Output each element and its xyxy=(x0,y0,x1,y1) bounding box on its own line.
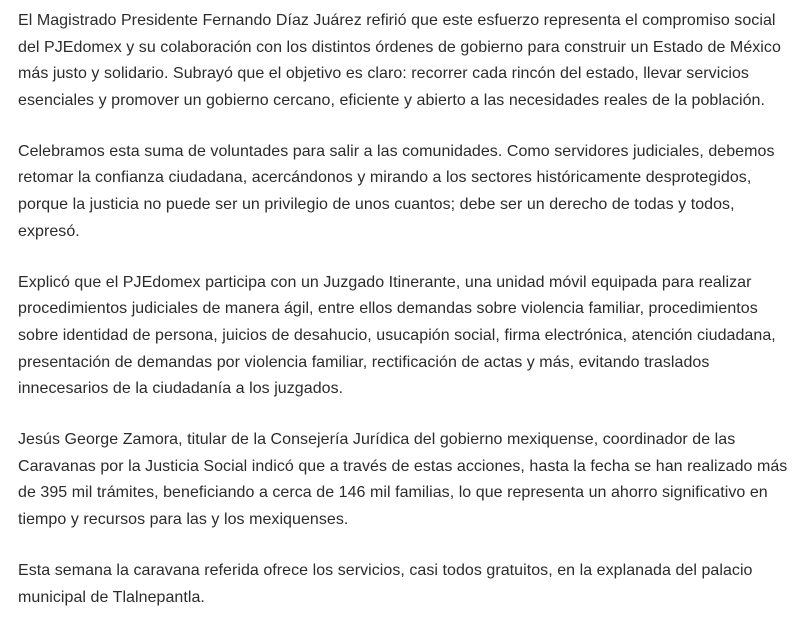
paragraph-caravana: Esta semana la caravana referida ofrece los servicios, casi todos gratuitos, en la explanada del palacio municipal de Tlalnepantla. xyxy=(18,562,753,606)
paragraph-magistrado: El Magistrado Presidente Fernando Díaz Juárez refirió que este esfuerzo representa el compromiso social del PJEdomex y su colaboración con los distintos órdenes de gobierno para construir un Estado de México más justo y solidario. Subrayó que el objetivo es claro: recorrer cada rincón del estado, llevar servicios esenciales y promover un gobierno cercano, eficiente y abierto a las necesidades reales de la población. xyxy=(18,12,781,109)
paragraph-consejeria: Jesús George Zamora, titular de la Consejería Jurídica del gobierno mexiquense, coordinador de las Caravanas por la Justicia Social indicó que a través de estas acciones, hasta la fecha se han realizado más de 395 mil trámites, beneficiando a cerca de 146 mil familias, lo que representa un ahorro significativo en tiempo y recursos para las y los mexiquenses. xyxy=(18,431,788,528)
paragraph-quote: Celebramos esta suma de voluntades para salir a las comunidades. Como servidores judiciales, debemos retomar la confianza ciudadana, acercándonos y mirando a los sectores históricamente desprotegidos, porque la justicia no puede ser un privilegio de unos cuantos; debe ser un derecho de todas y todos, expresó. xyxy=(18,142,775,240)
article-body xyxy=(18,8,788,636)
paragraph-juzgado-itinerante: Explicó que el PJEdomex participa con un Juzgado Itinerante, una unidad móvil equipada para realizar procedimientos judiciales de manera ágil, entre ellos demandas sobre violencia familiar, procedimientos sobre identidad de persona, juicios de desahucio, usucapión social, firma electrónica, atención ciudadana, presentación de demandas por violencia familiar, rectificación de actas y más, evitando traslados innecesarios de la ciudadanía a los juzgados. xyxy=(18,273,776,398)
